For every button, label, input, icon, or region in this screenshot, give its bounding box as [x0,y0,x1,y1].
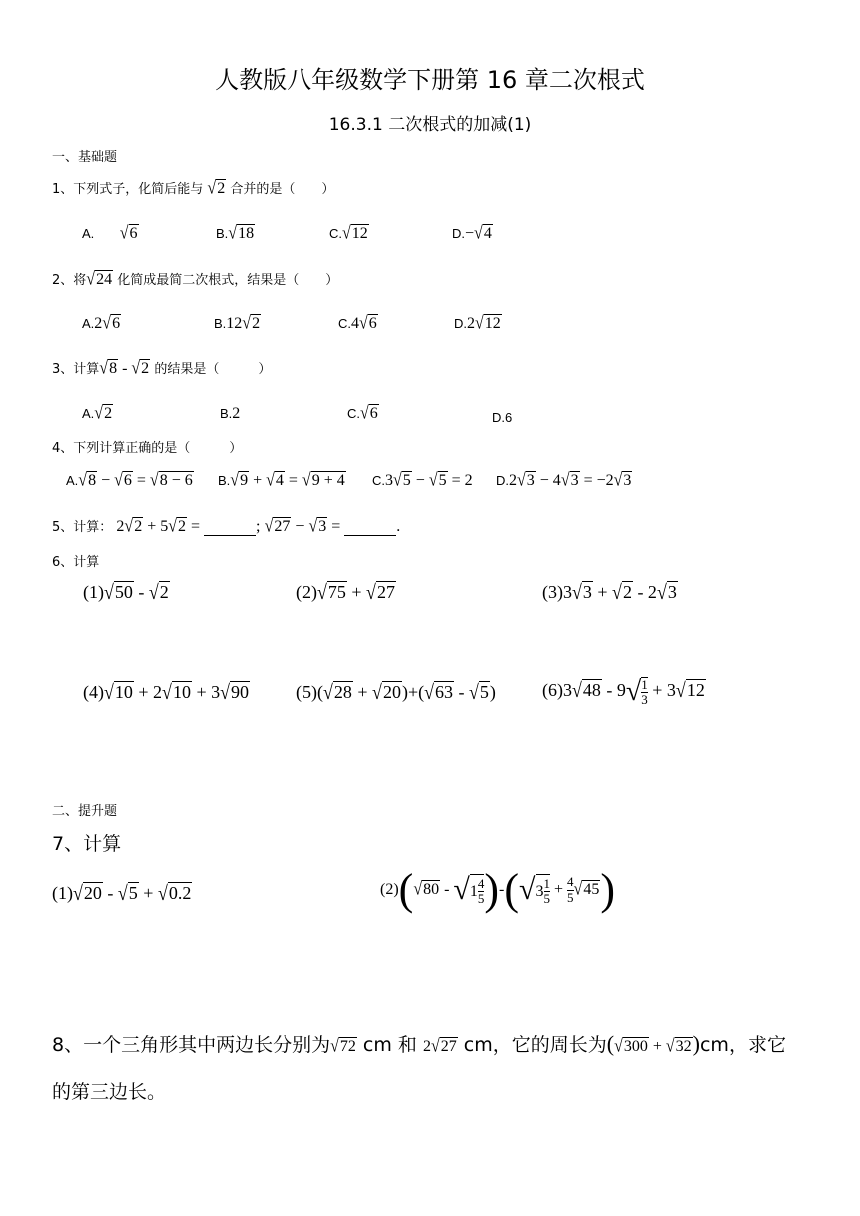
question-8-line-2: 的第三边长。 [52,1081,167,1103]
radical: √2 [207,178,226,199]
q2-option-a[interactable]: A.2√6 [82,313,121,334]
q7-part-2: (2)(√80 - √1 $\frac{4}{5}$ )-(√3 $\frac{1}{5}$ + $\frac{4}{5}$ √45) [380,865,615,914]
q2-option-b[interactable]: B.12√2 [214,313,261,334]
q6-part-3: (3)3√3 + √2 - 2√3 [542,580,677,604]
q6-part-6: (6)3√48 - 9√ $\frac{1}{3}$ + 3√12 [542,676,705,707]
question-1-stem: 1、下列式子，化简后能与 √2 合并的是（ ） [52,178,335,199]
answer-blank-2[interactable] [344,520,396,536]
question-6-stem: 6、计算 [52,555,100,570]
q6-part-4: (4)√10 + 2√10 + 3√90 [83,680,249,704]
q1-option-d[interactable]: D.−√4 [452,223,492,244]
page-subtitle: 16.3.1 二次根式的加减(1) [328,115,532,135]
question-4-stem: 4、下列计算正确的是（ ） [52,441,243,456]
q1-option-a[interactable]: A. √6 [82,223,138,244]
q6-part-5: (5)(√28 + √20)+(√63 - √5) [296,680,496,704]
section-advanced-heading: 二、提升题 [52,804,118,819]
question-7-stem: 7、计算 [52,833,122,855]
question-3-stem: 3、计算√8 - √2 的结果是（ ） [52,358,272,379]
q3-option-c[interactable]: C.√6 [347,403,378,424]
q2-option-c[interactable]: C.4√6 [338,313,377,334]
q1-option-b[interactable]: B.√18 [216,223,255,244]
page-title: 人教版八年级数学下册第 16 章二次根式 [215,66,645,94]
q2-option-d[interactable]: D.2√12 [454,313,501,334]
q4-option-a[interactable]: A.√8 − √6 = √8 − 6 [66,470,193,491]
q6-part-2: (2)√75 + √27 [296,580,395,604]
question-8-line-1: 8、一个三角形其中两边长分别为√72 cm 和 2√27 cm，它的周长为(√300 + √32)cm，求它 [52,1031,786,1057]
question-5: 5、计算： 2√2 + 5√2 = ; √27 − √3 = . [52,516,401,537]
q4-option-c[interactable]: C.3√5 − √5 = 2 [372,470,473,491]
q1-option-c[interactable]: C.√12 [329,223,368,244]
q3-option-a[interactable]: A.√2 [82,403,113,424]
q3-option-b[interactable]: B.2 [220,405,241,422]
q7-part-1: (1)√20 - √5 + √0.2 [52,881,192,905]
q3-option-d[interactable]: D.6 [492,410,513,425]
q4-option-b[interactable]: B.√9 + √4 = √9 + 4 [218,470,345,491]
q4-option-d[interactable]: D.2√3 − 4√3 = −2√3 [496,470,632,491]
question-2-stem: 2、将√24 化简成最简二次根式，结果是（ ） [52,269,339,290]
section-basic-heading: 一、基础题 [52,150,118,165]
answer-blank-1[interactable] [204,520,256,536]
q6-part-1: (1)√50 - √2 [83,580,169,604]
